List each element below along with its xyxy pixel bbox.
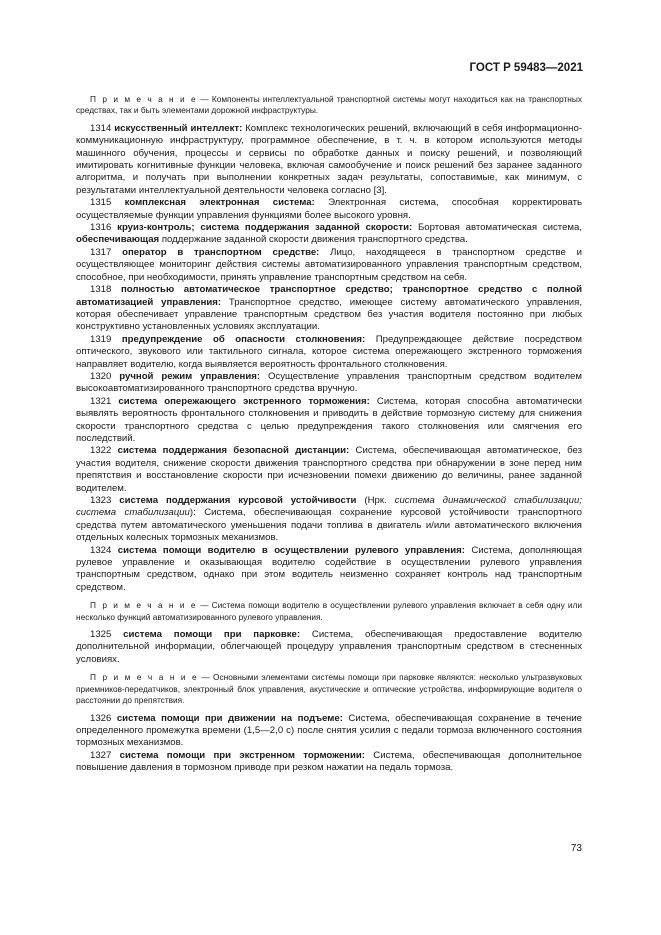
term-1325: 1325 система помощи при парковке: Система, обеспечивающая предоставление водителю дополнительной информации, облегчающей процедуру управления транспортным средством в стесненных условиях. xyxy=(76,629,582,665)
term-title: система поддержания безопасной дистанции: xyxy=(117,445,350,457)
term-title: система помощи при парковке: xyxy=(123,629,301,641)
term-1326: 1326 система помощи при движении на подъеме: Система, обеспечивающая сохранение в течение определенного промежутка времени (1,5—2,0 с) после снятия усилия с педали тормоза включенного состояния тормозных механизмов. xyxy=(76,712,583,749)
term-definition: Комплекс технологических решений, включающий в себя информационно-коммуникационную инфраструктуру, программное обеспечение, в т. ч. в котором используются методы машинного обучения, процессы и сервисы по обработке данных и поиску решений, и позволяющий имитировать когнитивные функции человека, включая самообучение и поиск решений без заранее заданного алгоритма, и получать при выполнении конкретных задач результаты, сопоставимые, как минимум, с результатами интеллектуальной деятельности человека согласно [3]. xyxy=(76,122,583,196)
page-number: 73 xyxy=(570,843,582,854)
term-definition: Предупреждающее действие посредством оптического, звукового или тактильного сигнала, которое система опережающего экстренного торможения направляет водителю, когда выявляется вероятность фронтального столкновения. xyxy=(76,333,582,370)
note-text: — Система помощи водителю в осуществлении рулевого управления включает в себя одну или несколько функций автоматизированного рулевого управления. xyxy=(76,600,582,622)
term-1315: 1315 комплексная электронная система: Электронная система, способная корректировать осуществляемые функции управления функциями более высокого уровня. xyxy=(76,197,582,221)
term-1317: 1317 оператор в транспортном средстве: Лицо, находящееся в транспортном средстве и осуществляющее мониторинг действия системы автоматизированного управления транспортным средством, способное, при необходимости, принять управление транспортным средством на себя. xyxy=(76,246,582,283)
term-definition: Транспортное средство, имеющее систему автоматического управления, которая обеспечивает управление транспортным средством без участия водителя постоянно при любых конструктивно установленных условиях эксплуатации. xyxy=(76,296,583,333)
term-definition: Система, которая способна автоматически выявлять вероятность фронтального столкновения и приводить в действие тормозную систему для снижения скорости транспортного средства с целью предупреждения такого столкновения или смягчения его последствий. xyxy=(76,395,583,444)
term-title: система помощи при экстренном торможении: xyxy=(119,749,365,761)
term-1323: 1323 система поддержания курсовой устойчивости (Нрк. система динамической стабилизации; система стабилизации): Система, обеспечивающая сохранение курсовой устойчивости транспортного средства путем автоматического уменьшения подачи топлива в двигатель и/или автоматического включения отдельных колесных тормозных механизмов. xyxy=(76,495,582,544)
term-definition: Система, обеспечивающая сохранение в течение определенного промежутка времени (1,5—2,0 с) после снятия усилия с педали тормоза включенного состояния тормозных механизмов. xyxy=(76,712,583,749)
note xyxy=(76,600,582,623)
term-title: оператор в транспортном средстве: xyxy=(122,246,320,258)
term-1314: 1314 искусственный интеллект: Комплекс технологических решений, включающий в себя информационно-коммуникационную инфраструктуру, программное обеспечение, в т. ч. в котором используются методы машинного обучения, процессы и сервисы по обработке данных и поиску решений, и позволяющий имитировать когнитивные функции человека, включая самообучение и поиск решений без заранее заданного алгоритма, и получать при выполнении конкретных задач результаты, сопоставимые, как минимум, с результатами интеллектуальной деятельности человека согласно [3]. xyxy=(76,122,583,196)
term-definition: Система, обеспечивающая предоставление водителю дополнительной информации, облегчающей процедуру управления транспортным средством в стесненных условиях. xyxy=(76,629,582,665)
term-title: комплексная электронная система: xyxy=(124,197,315,209)
note xyxy=(76,672,582,706)
term-title: система опережающего экстренного торможения: xyxy=(118,395,370,407)
term-definition: Осуществление управления транспортным средством водителем высокоавтоматизированного транспортного средства вручную. xyxy=(76,370,582,395)
note-text: — Основными элементами системы помощи при парковке являются: несколько ультразвуковых приемников-передатчиков, электронный блок управления, акустические и оптические устройства, информирующие водителя о расстоянии до препятствия. xyxy=(76,672,582,706)
term-definition: поддержание заданной скорости движения транспортного средства. xyxy=(161,234,468,246)
term-1327: 1327 система помощи при экстренном торможении: Система, обеспечивающая дополнительное повышение давления в тормозном приводе при резком нажатии на педаль тормоза. xyxy=(76,749,582,774)
note xyxy=(76,94,582,117)
note-label: П р и м е ч а н и е xyxy=(90,94,198,104)
document-standard-id: ГОСТ Р 59483—2021 xyxy=(469,62,583,74)
term-1324: 1324 система помощи водителю в осуществлении рулевого управления: Система, дополняющая рулевое управление и оказывающая водителю содействие в осуществлении рулевого управления транспортным средством, однако при этом водитель неизменно сохраняет контроль над транспортным средством. xyxy=(76,544,582,593)
term-definition: Система, обеспечивающая автоматическое, без участия водителя, снижение скорости движения транспортного средства при обнаружении в зоне перед ним препятствия и восстановление скорости при исчезновении помехи движению до величины, ранее заданной водителем. xyxy=(76,445,583,494)
term-title: ручной режим управления: xyxy=(119,370,261,382)
note-label: П р и м е ч а н и е xyxy=(90,672,199,683)
term-deprecated-prefix: (Нрк. xyxy=(364,495,387,506)
term-deprecated-synonyms: система динамической стабилизации; система стабилизации xyxy=(76,495,582,519)
term-definition: Электронная система, способная корректировать осуществляемые функции управления функциями более высокого уровня. xyxy=(76,197,582,221)
term-definition: ): Система, обеспечивающая сохранение курсовой устойчивости транспортного средства путем автоматического уменьшения подачи топлива в двигатель и/или автоматического включения отдельных колесных тормозных механизмов. xyxy=(76,507,582,544)
term-1320: 1320 ручной режим управления: Осуществление управления транспортным средством водителем высокоавтоматизированного транспортного средства вручную. xyxy=(76,370,582,395)
term-title: система помощи при движении на подъеме: xyxy=(116,712,343,724)
note-text: — Компоненты интеллектуальной транспортной системы могут находиться как на транспортных средствах, так и быть элементами дорожной инфраструктуры. xyxy=(76,94,582,116)
term-title-secondary: обеспечивающая xyxy=(76,234,160,246)
term-title: искусственный интеллект: xyxy=(114,122,243,134)
term-1319: 1319 предупреждение об опасности столкновения: Предупреждающее действие посредством оптического, звукового или тактильного сигнала, которое система опережающего экстренного торможения направляет водителю, когда выявляется вероятность фронтального столкновения. xyxy=(76,333,582,370)
term-definition: Система, дополняющая рулевое управление и оказывающая водителю содействие в осуществлении рулевого управления транспортным средством, однако при этом водитель неизменно сохраняет контроль над транспортным средством. xyxy=(76,544,582,593)
note-label: П р и м е ч а н и е xyxy=(90,600,198,611)
term-title: предупреждение об опасности столкновения: xyxy=(121,333,366,345)
term-definition: Система, обеспечивающая дополнительное повышение давления в тормозном приводе при резком нажатии на педаль тормоза. xyxy=(76,749,582,774)
term-definition: Бортовая автоматическая система, xyxy=(417,222,582,234)
term-definition: Лицо, находящееся в транспортном средстве и осуществляющее мониторинг действия системы автоматизированного управления транспортным средством, способное, при необходимости, принять управление транспортным средством на себя. xyxy=(76,246,582,283)
term-1316: 1316 круиз-контроль; система поддержания заданной скорости: Бортовая автоматическая система, обеспечивающая поддержание заданной скорости движения транспортного средства. xyxy=(76,222,582,246)
term-1318: 1318 полностью автоматическое транспортное средство; транспортное средство с полной автоматизацией управления: Транспортное средство, имеющее систему автоматического управления, которая обеспечивает управление транспортным средством без участия водителя постоянно при любых конструктивно установленных условиях эксплуатации. xyxy=(76,284,583,333)
term-1322: 1322 система поддержания безопасной дистанции: Система, обеспечивающая автоматическое, без участия водителя, снижение скорости движения транспортного средства при обнаружении в зоне перед ним препятствия и восстановление скорости при исчезновении помехи движению до величины, ранее заданной водителем. xyxy=(76,445,583,494)
term-title: система помощи водителю в осуществлении рулевого управления: xyxy=(117,544,465,556)
term-title: система поддержания курсовой устойчивости xyxy=(119,495,357,506)
term-1321: 1321 система опережающего экстренного торможения: Система, которая способна автоматически выявлять вероятность фронтального столкновения и приводить в действие тормозную систему для снижения скорости транспортного средства с целью предупреждения такого столкновения или смягчения его последствий. xyxy=(76,395,583,444)
term-title: круиз-контроль; система поддержания заданной скорости: xyxy=(117,222,413,234)
term-title: полностью автоматическое транспортное средство; транспортное средство с полной автоматизацией управления: xyxy=(76,284,582,308)
page-content xyxy=(76,94,582,775)
